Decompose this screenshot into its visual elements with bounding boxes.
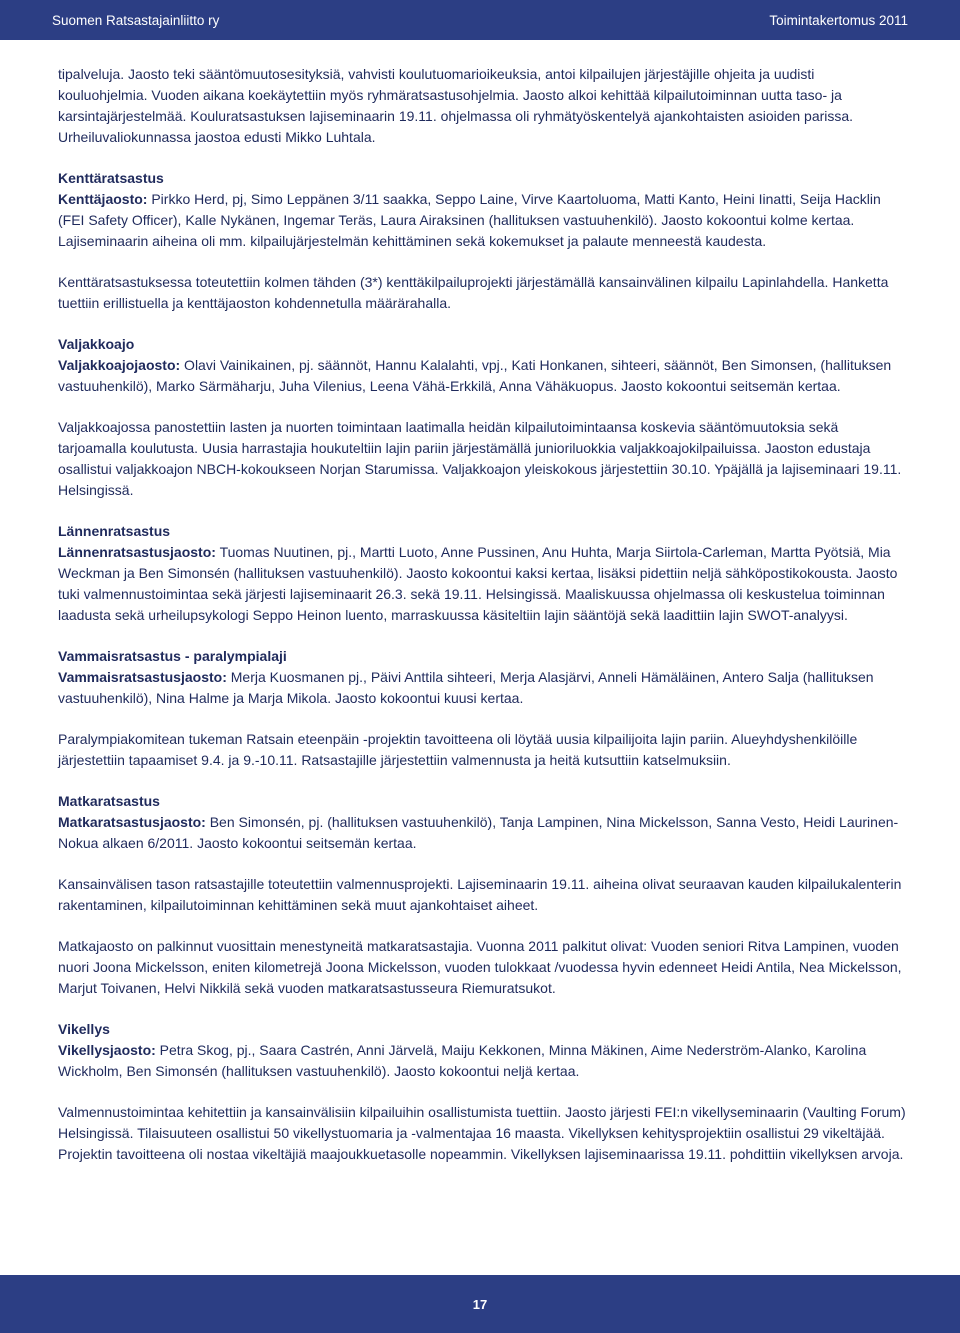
section-valjakkoajo	[58, 334, 906, 501]
members-label: Kenttäjaosto:	[58, 191, 148, 207]
section-vammaisratsastus	[58, 646, 906, 771]
organization-name: Suomen Ratsastajainliitto ry	[52, 12, 220, 28]
intro-paragraph: tipalveluja. Jaosto teki sääntömuutosesityksiä, vahvisti koulutuomarioikeuksia, antoi kilpailujen järjestäjille ohjeita ja uudisti kouluohjelmia. Vuoden aikana koekäytettiin myös ryhmäratsastusohjelmia. Jaosto alkoi kehittää kilpailutoiminnan uutta taso- ja karsintajärjestelmää. Kouluratsastuksen lajiseminaarin 19.11. ohjelmassa oli ryhmätyöskentelyä ajankohtaisten asioiden parissa. Urheiluvaliokunnassa jaostoa edusti Mikko Luhtala.	[58, 66, 854, 145]
section-matkaratsastus	[58, 791, 906, 999]
section-kenttaratsastus	[58, 168, 906, 314]
members-text: Merja Kuosmanen pj., Päivi Anttila sihteeri, Merja Alasjärvi, Anneli Hämäläinen, Antero Salja (hallituksen vastuuhenkilö), Nina Halme ja Marja Mikola. Jaosto kokoontui kuusi kertaa.	[58, 669, 874, 706]
members-label: Lännenratsastusjaosto:	[58, 544, 216, 560]
members-text: Tuomas Nuutinen, pj., Martti Luoto, Anne Pussinen, Anu Huhta, Marja Siirtola-Carleman, Martta Pyötsiä, Mia Weckman ja Ben Simonsén (hallituksen vastuuhenkilö). Jaosto kokoontui kaksi kertaa, lisäksi pidettiin neljä sähköpostikokousta. Jaosto tuki valmennustoimintaa sekä järjesti lajiseminaarit 26.3. sekä 19.11. Helsingissä. Maaliskuussa ohjelmassa oli keskustelua toiminnan laadusta sekä urheilupsykologi Seppo Heinon luento, marraskuussa käsiteltiin lajin sääntöjä sekä laadittiin lajin SWOT-analyysi.	[58, 544, 898, 623]
page-header	[0, 0, 960, 40]
members-label: Vammaisratsastusjaosto:	[58, 669, 227, 685]
section-title: Kenttäratsastus	[58, 170, 164, 186]
section-members	[58, 355, 906, 397]
section-members	[58, 812, 906, 854]
section-paragraph: Matkajaosto on palkinnut vuosittain menestyneitä matkaratsastajia. Vuonna 2011 palkitut olivat: Vuoden seniori Ritva Lampinen, vuoden nuori Joona Mickelsson, eniten kilometrejä Joona Mickelsson, vuoden tulokkaat /vuodessa hyvin edenneet Heidi Antila, Nea Mickelsson, Marjut Toivanen, Helvi Nikkilä sekä vuoden matkaratsastusseura Riemuratsukot.	[58, 938, 902, 996]
members-text: Petra Skog, pj., Saara Castrén, Anni Järvelä, Maiju Kekkonen, Minna Mäkinen, Aime Nederström-Alanko, Karolina Wickholm, Ben Simonsén (hallituksen vastuuhenkilö). Jaosto kokoontui neljä kertaa.	[58, 1042, 867, 1079]
section-title: Valjakkoajo	[58, 336, 135, 352]
section-paragraph: Valjakkoajossa panostettiin lasten ja nuorten toimintaan laatimalla heidän kilpailutoimintaansa koskevia sääntömuutoksia sekä tarjoamalla koulutusta. Uusia harrastajia houkuteltiin lajin pariin järjestämällä junioriluokkia valjakkoajokilpailuissa. Jaoston edustaja osallistui valjakkoajon NBCH-kokoukseen Norjan Starumissa. Valjakkoajon yleiskokous järjestettiin 30.10. Ypäjällä ja lajiseminaari 19.11. Helsingissä.	[58, 419, 902, 498]
document-body	[58, 64, 906, 1185]
section-paragraph: Paralympiakomitean tukeman Ratsain eteenpäin -projektin tavoitteena oli löytää uusia kilpailijoita lajin pariin. Alueyhdyshenkilöille järjestettiin tapaamiset 9.4. ja 9.-10.11. Ratsastajille järjestettiin valmennusta ja heitä kutsuttiin katselmuksiin.	[58, 731, 858, 768]
report-title: Toimintakertomus 2011	[769, 12, 908, 28]
section-lannenratsastus	[58, 521, 906, 626]
section-members	[58, 667, 906, 709]
section-title: Matkaratsastus	[58, 793, 160, 809]
members-label: Valjakkoajojaosto:	[58, 357, 181, 373]
members-text: Ben Simonsén, pj. (hallituksen vastuuhenkilö), Tanja Lampinen, Nina Mickelsson, Sanna Vesto, Heidi Laurinen-Nokua alkaen 6/2011. Jaosto kokoontui seitsemän kertaa.	[58, 814, 899, 851]
section-paragraph: Kansainvälisen tason ratsastajille toteutettiin valmennusprojekti. Lajiseminaarin 19.11. aiheina olivat seuraavan kauden kilpailukalenterin rakentaminen, kilpailutoiminnan kehittäminen sekä muut ajankohtaiset aiheet.	[58, 876, 902, 913]
section-members	[58, 542, 906, 626]
members-label: Vikellysjaosto:	[58, 1042, 156, 1058]
page-footer	[0, 1275, 960, 1333]
section-title: Lännenratsastus	[58, 523, 171, 539]
section-title: Vikellys	[58, 1021, 110, 1037]
members-text: Pirkko Herd, pj, Simo Leppänen 3/11 saakka, Seppo Laine, Virve Kaartoluoma, Matti Kanto, Heini Iinatti, Seija Hacklin (FEI Safety Officer), Kalle Nykänen, Ingemar Teräs, Laura Airaksinen (hallituksen vastuuhenkilö). Jaosto kokoontui kolme kertaa. Lajiseminaarin aiheina oli mm. kilpailujärjestelmän kehittäminen sekä kokemukset ja palaute menneestä kaudesta.	[58, 191, 881, 249]
section-vikellys	[58, 1019, 906, 1165]
page-number: 17	[472, 1296, 488, 1312]
section-members	[58, 1040, 906, 1082]
members-text: Olavi Vainikainen, pj. säännöt, Hannu Kalalahti, vpj., Kati Honkanen, sihteeri, säännöt, Ben Simonsen, (hallituksen vastuuhenkilö), Marko Särmäharju, Juha Vilenius, Leena Vähä-Erkkilä, Anna Vähäkuopus. Jaosto kokoontui seitsemän kertaa.	[58, 357, 892, 394]
section-title: Vammaisratsastus - paralympialaji	[58, 648, 287, 664]
section-paragraph: Kenttäratsastuksessa toteutettiin kolmen tähden (3*) kenttäkilpailuprojekti järjestämällä kansainvälinen kilpailu Lapinlahdella. Hanketta tuettiin erillistuella ja kenttäjaoston kohdennetulla määrärahalla.	[58, 274, 889, 311]
members-label: Matkaratsastusjaosto:	[58, 814, 206, 830]
section-paragraph: Valmennustoimintaa kehitettiin ja kansainvälisiin kilpailuihin osallistumista tuettiin. Jaosto järjesti FEI:n vikellyseminaarin (Vaulting Forum) Helsingissä. Tilaisuuteen osallistui 50 vikellystuomaria ja -valmentajaa 16 maasta. Vikellyksen kehitysprojektiin osallistui 29 vikeltäjää. Projektin tavoitteena oli nostaa vikeltäjiä maajoukkuetasolle nopeammin. Vikellyksen lajiseminaarissa 19.11. pohdittiin vikellyksen arvoja.	[58, 1104, 906, 1162]
section-members	[58, 189, 906, 252]
